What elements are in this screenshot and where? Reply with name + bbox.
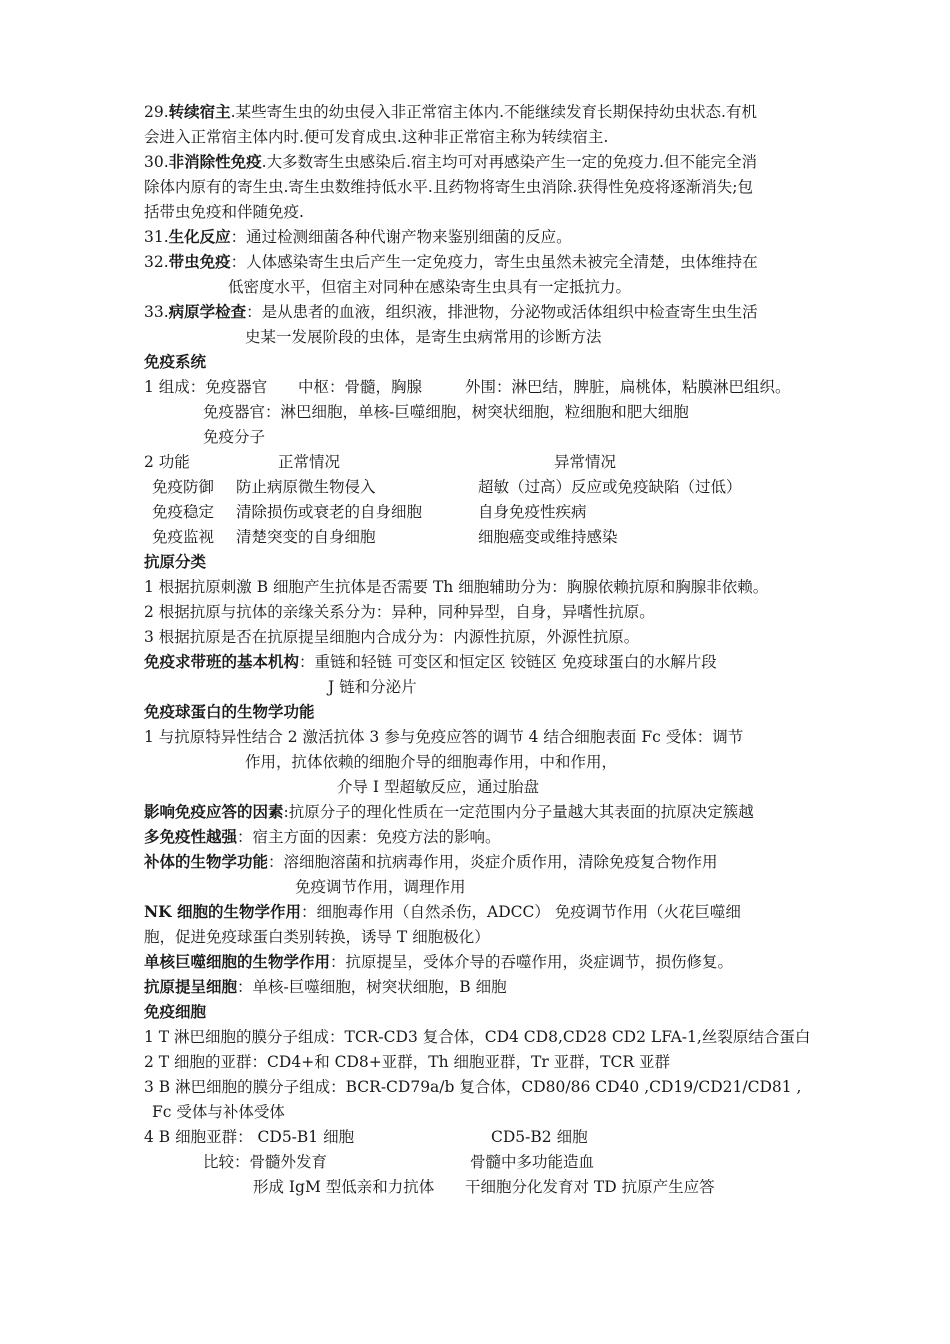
item-33-number: 33. bbox=[144, 303, 169, 321]
function-col-abnormal: 异常情况 bbox=[554, 453, 617, 471]
ig-function-heading: 免疫球蛋白的生物学功能 bbox=[144, 702, 315, 721]
function-row-abnormal: 细胞癌变或维持感染 bbox=[478, 528, 618, 546]
nk-term: NK 细胞的生物学作用 bbox=[144, 902, 302, 921]
function-row-name: 免疫防御 bbox=[152, 478, 215, 496]
item-33-term: 病原学检查 bbox=[168, 302, 247, 321]
immune-system-heading: 免疫系统 bbox=[144, 352, 207, 371]
immune-cells-line-2: 2 T 细胞的亚群：CD4+和 CD8+亚群，Th 细胞亚群，Tr 亚群，TCR 亚群 bbox=[144, 1053, 670, 1071]
ig-structure-line-2: J 链和分泌片 bbox=[328, 678, 417, 696]
function-row-normal: 清楚突变的自身细胞 bbox=[236, 528, 376, 546]
nk-text-1: ：细胞毒作用（自然杀伤，ADCC） 免疫调节作用（火花巨噬细 bbox=[301, 903, 741, 921]
composition-label: 1 组成：免疫器官 bbox=[144, 378, 268, 396]
factors-line-2 bbox=[144, 827, 501, 847]
factors-text-1: :抗原分子的理化性质在一定范围内分子量越大其表面的抗原决定簇越 bbox=[283, 803, 754, 821]
item-30-line-1 bbox=[144, 152, 757, 172]
item-29-number: 29. bbox=[144, 103, 169, 121]
ig-function-line-2: 作用，抗体依赖的细胞介导的细胞毒作用，中和作用， bbox=[245, 753, 618, 771]
compare-b1-origin: 比较：骨髓外发育 bbox=[203, 1153, 328, 1171]
factors-term: 影响免疫应答的因素 bbox=[144, 802, 284, 821]
compare-b1-antibody: 形成 IgM 型低亲和力抗体 bbox=[253, 1178, 435, 1196]
function-row-abnormal: 超敏（过高）反应或免疫缺陷（过低） bbox=[478, 478, 742, 496]
antigen-line: 1 根据抗原刺激 B 细胞产生抗体是否需要 Th 细胞辅助分为：胸腺依赖抗原和胸腺非依赖。 bbox=[144, 578, 769, 596]
composition-molecules: 免疫分子 bbox=[203, 428, 266, 446]
ig-structure-line-1 bbox=[144, 652, 717, 672]
item-32-line-2: 低密度水平，但宿主对同种在感染寄生虫具有一定抵抗力。 bbox=[228, 278, 632, 296]
item-32-text-1: ：人体感染寄生虫后产生一定免疫力，寄生虫虽然未被完全清楚，虫体维持在 bbox=[230, 253, 758, 271]
item-31-number: 31. bbox=[144, 228, 169, 246]
antigen-line: 2 根据抗原与抗体的亲缘关系分为：异种，同种异型，自身，异嗜性抗原。 bbox=[144, 603, 655, 621]
item-29-text-1: .某些寄生虫的幼虫侵入非正常宿主体内.不能继续发育长期保持幼虫状态.有机 bbox=[230, 103, 757, 121]
function-col-normal: 正常情况 bbox=[278, 453, 341, 471]
item-32-term: 带虫免疫 bbox=[168, 252, 231, 271]
function-row-name: 免疫监视 bbox=[152, 528, 215, 546]
factors-text-2: ：宿主方面的因素：免疫方法的影响。 bbox=[237, 828, 501, 846]
ig-structure-term: 免疫求带班的基本机构 bbox=[144, 652, 300, 671]
antigen-line: 3 根据抗原是否在抗原提呈细胞内合成分为：内源性抗原，外源性抗原。 bbox=[144, 628, 640, 646]
item-29-line-2: 会进入正常宿主体内时.便可发育成虫.这种非正常宿主称为转续宿主. bbox=[144, 128, 609, 146]
immune-cells-heading: 免疫细胞 bbox=[144, 1002, 207, 1021]
function-row-normal: 清除损伤或衰老的自身细胞 bbox=[236, 503, 423, 521]
item-30-text-1: .大多数寄生虫感染后.宿主均可对再感染产生一定的免疫力.但不能完全消 bbox=[261, 153, 757, 171]
immune-cells-line-3: 3 B 淋巴细胞的膜分子组成：BCR-CD79a/b 复合体，CD80/86 CD40 ,CD19/CD21/CD81 , bbox=[144, 1078, 802, 1096]
item-29-term: 转续宿主 bbox=[168, 102, 231, 121]
composition-cells: 免疫器官：淋巴细胞，单核-巨噬细胞，树突状细胞，粒细胞和肥大细胞 bbox=[203, 403, 689, 421]
item-33-text-1: ：是从患者的血液，组织液，排泄物，分泌物或活体组织中检查寄生虫生活 bbox=[246, 303, 758, 321]
composition-central: 中枢：骨髓，胸腺 bbox=[298, 378, 423, 396]
compare-b2-response: 干细胞分化发育对 TD 抗原产生应答 bbox=[465, 1178, 715, 1196]
complement-line-1 bbox=[144, 852, 718, 872]
item-31-text-1: ：通过检测细菌各种代谢产物来鉴别细菌的反应。 bbox=[230, 228, 572, 246]
factors-term-2: 多免疫性越强 bbox=[144, 827, 238, 846]
item-30-line-3: 括带虫免疫和伴随免疫. bbox=[144, 203, 304, 221]
complement-term: 补体的生物学功能 bbox=[144, 852, 269, 871]
antigen-heading: 抗原分类 bbox=[144, 552, 207, 571]
apc-text: ：单核-巨噬细胞，树突状细胞，B 细胞 bbox=[237, 978, 507, 996]
immune-cells-line-1: 1 T 淋巴细胞的膜分子组成：TCR-CD3 复合体，CD4 CD8,CD28 CD2 LFA-1,丝裂原结合蛋白 bbox=[144, 1028, 811, 1046]
macrophage-line bbox=[144, 952, 733, 972]
ig-function-line-1: 1 与抗原特异性结合 2 激活抗体 3 参与免疫应答的调节 4 结合细胞表面 Fc 受体：调节 bbox=[144, 728, 744, 746]
item-31-term: 生化反应 bbox=[168, 227, 231, 246]
ig-structure-text-1: ：重链和轻链 可变区和恒定区 铰链区 免疫球蛋白的水解片段 bbox=[299, 653, 717, 671]
item-30-number: 30. bbox=[144, 153, 169, 171]
item-31-line-1 bbox=[144, 227, 572, 247]
item-32-number: 32. bbox=[144, 253, 169, 271]
macrophage-term: 单核巨噬细胞的生物学作用 bbox=[144, 952, 331, 971]
function-row-name: 免疫稳定 bbox=[152, 503, 215, 521]
item-33-line-1 bbox=[144, 302, 758, 322]
apc-term: 抗原提呈细胞 bbox=[144, 977, 238, 996]
nk-line-1 bbox=[144, 902, 741, 922]
function-row-abnormal: 自身免疫性疾病 bbox=[478, 503, 587, 521]
item-30-term: 非消除性免疫 bbox=[168, 152, 262, 171]
immune-cells-line-4: Fc 受体与补体受体 bbox=[152, 1103, 285, 1121]
apc-line bbox=[144, 977, 507, 997]
macrophage-text: ：抗原提呈，受体介导的吞噬作用，炎症调节，损伤修复。 bbox=[330, 953, 734, 971]
item-29-line-1 bbox=[144, 102, 757, 122]
complement-line-2: 免疫调节作用，调理作用 bbox=[295, 878, 466, 896]
complement-text-1: ：溶细胞溶菌和抗病毒作用，炎症介质作用，清除免疫复合物作用 bbox=[268, 853, 718, 871]
nk-line-2: 胞，促进免疫球蛋白类别转换，诱导 T 细胞极化） bbox=[144, 928, 490, 946]
ig-function-line-3: 介导 I 型超敏反应，通过胎盘 bbox=[337, 778, 539, 796]
composition-peripheral: 外围：淋巴结，脾脏，扁桃体，粘膜淋巴组织。 bbox=[465, 378, 791, 396]
compare-b2-origin: 骨髓中多功能造血 bbox=[470, 1153, 595, 1171]
b-cell-subset-b1: 4 B 细胞亚群： CD5-B1 细胞 bbox=[144, 1128, 355, 1146]
item-33-line-2: 史某一发展阶段的虫体，是寄生虫病常用的诊断方法 bbox=[245, 328, 602, 346]
item-32-line-1 bbox=[144, 252, 758, 272]
b-cell-subset-b2: CD5-B2 细胞 bbox=[491, 1128, 588, 1146]
factors-line-1 bbox=[144, 802, 754, 822]
function-label: 2 功能 bbox=[144, 453, 190, 471]
item-30-line-2: 除体内原有的寄生虫.寄生虫数维持低水平.且药物将寄生虫消除.获得性免疫将逐渐消失;包 bbox=[144, 178, 754, 196]
function-row-normal: 防止病原微生物侵入 bbox=[236, 478, 376, 496]
